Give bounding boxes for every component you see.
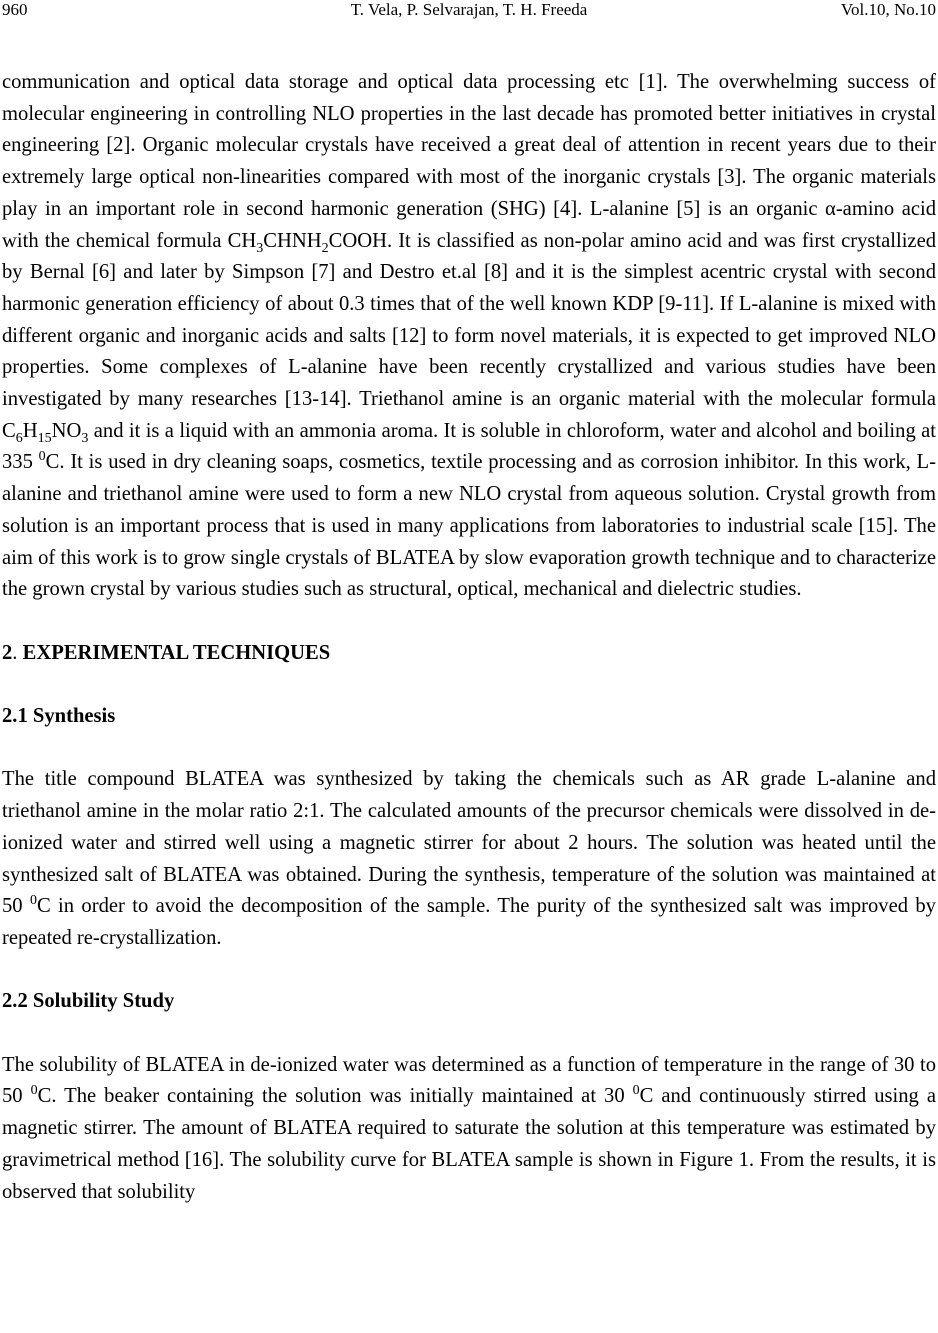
solubility-text-3: C and continuously stirred using a magnetic stirrer. The amount of BLATEA required to saturate the solution at this temperature was estimated by gravimetrical method [16]. The solubility curve for BLATEA sample is shown in Figure 1. From the results, it is observed that solubility <box>2 1085 936 1203</box>
intro-text-7: C. It is used in dry cleaning soaps, cosmetics, textile processing and as corrosion inhibitor. In this work, L-alanine and triethanol amine were used to form a new NLO crystal from aqueous solution. Crystal growth from solution is an important process that is used in many applications from laboratories to industrial scale [15]. The aim of this work is to grow single crystals of BLATEA by slow evaporation growth technique and to characterize the grown crystal by various studies such as structural, optical, mechanical and dielectric studies. <box>2 451 936 601</box>
subsection-heading-solubility: 2.2 Solubility Study <box>2 990 175 1013</box>
running-authors: T. Vela, P. Selvarajan, T. H. Freeda <box>350 0 588 19</box>
intro-sub-4: 15 <box>37 430 52 446</box>
solubility-text-1: The solubility of BLATEA in de-ionized water was determined as a function of temperature in the range of 30 to 50 <box>2 1053 936 1108</box>
intro-sup-1: 0 <box>38 449 46 465</box>
spacer <box>2 1018 936 1050</box>
section-number: 2 <box>2 641 13 664</box>
page-body <box>2 67 936 1208</box>
page-number: 960 <box>2 0 28 19</box>
intro-text-6: and it is a liquid with an ammonia aroma. It is soluble in chloroform, water and alcohol and boiling at 335 <box>2 419 936 474</box>
synthesis-paragraph <box>2 764 936 954</box>
synthesis-text-2: C in order to avoid the decomposition of the sample. The purity of the synthesized salt was improved by repeated re-crystallization. <box>2 895 936 949</box>
intro-paragraph <box>2 67 936 606</box>
solubility-paragraph <box>2 1050 936 1209</box>
section-separator: . <box>12 641 23 664</box>
solubility-text-2: C. The beaker containing the solution was initially maintained at 30 <box>37 1085 633 1108</box>
intro-sub-1: 3 <box>256 240 264 256</box>
spacer <box>2 606 936 638</box>
intro-sub-2: 2 <box>321 240 329 256</box>
journal-volume: Vol.10, No.10 <box>840 0 936 19</box>
spacer <box>2 955 936 987</box>
spacer <box>2 733 936 765</box>
intro-text-1: communication and optical data storage and optical data processing etc [1]. The overwhelming success of molecular engineering in controlling NLO properties in the last decade has promoted better initiatives in crystal engineering [2]. Organic molecular crystals have received a great deal of attention in recent years due to their extremely large optical non-linearities compared with most of the inorganic crystals [3]. The organic materials play in an important role in second harmonic generation (SHG) [4]. L-alanine [5] is an organic α-amino acid with the chemical formula CH <box>2 71 936 252</box>
intro-sub-3: 6 <box>15 430 23 446</box>
intro-text-2: CHNH <box>263 229 322 252</box>
intro-text-3: COOH. It is classified as non-polar amino acid and was first crystallized by Bernal [6] and later by Simpson [7] and Destro et.al [8] and it is the simplest acentric crystal with second harmonic generation efficiency of about 0.3 times that of the well known KDP [9-11]. If L-alanine is mixed with different organic and inorganic acids and salts [12] to form novel materials, it is expected to get improved NLO properties. Some complexes of L-alanine have been recently crystallized and various studies have been investigated by many researches [13-14]. Triethanol amine is an organic material with the molecular formula C <box>2 229 937 442</box>
synthesis-sup-1: 0 <box>29 893 37 909</box>
solubility-sup-1: 0 <box>30 1083 38 1099</box>
page-header <box>2 0 936 22</box>
synthesis-text-1: The title compound BLATEA was synthesized by taking the chemicals such as AR grade L-alanine and triethanol amine in the molar ratio 2:1. The calculated amounts of the precursor chemicals were dissolved in de-ionized water and stirred well using a magnetic stirrer for about 2 hours. The solution was heated until the synthesized salt of BLATEA was obtained. During the synthesis, temperature of the solution was maintained at 50 <box>2 768 936 918</box>
subsection-heading-synthesis: 2.1 Synthesis <box>2 705 116 728</box>
intro-text-4: H <box>22 419 38 442</box>
spacer <box>2 669 936 701</box>
section-title: EXPERIMENTAL TECHNIQUES <box>22 641 331 664</box>
solubility-sup-2: 0 <box>632 1083 640 1099</box>
section-heading-experimental <box>2 638 936 670</box>
intro-text-5: NO <box>51 419 82 442</box>
intro-sub-5: 3 <box>81 430 89 446</box>
